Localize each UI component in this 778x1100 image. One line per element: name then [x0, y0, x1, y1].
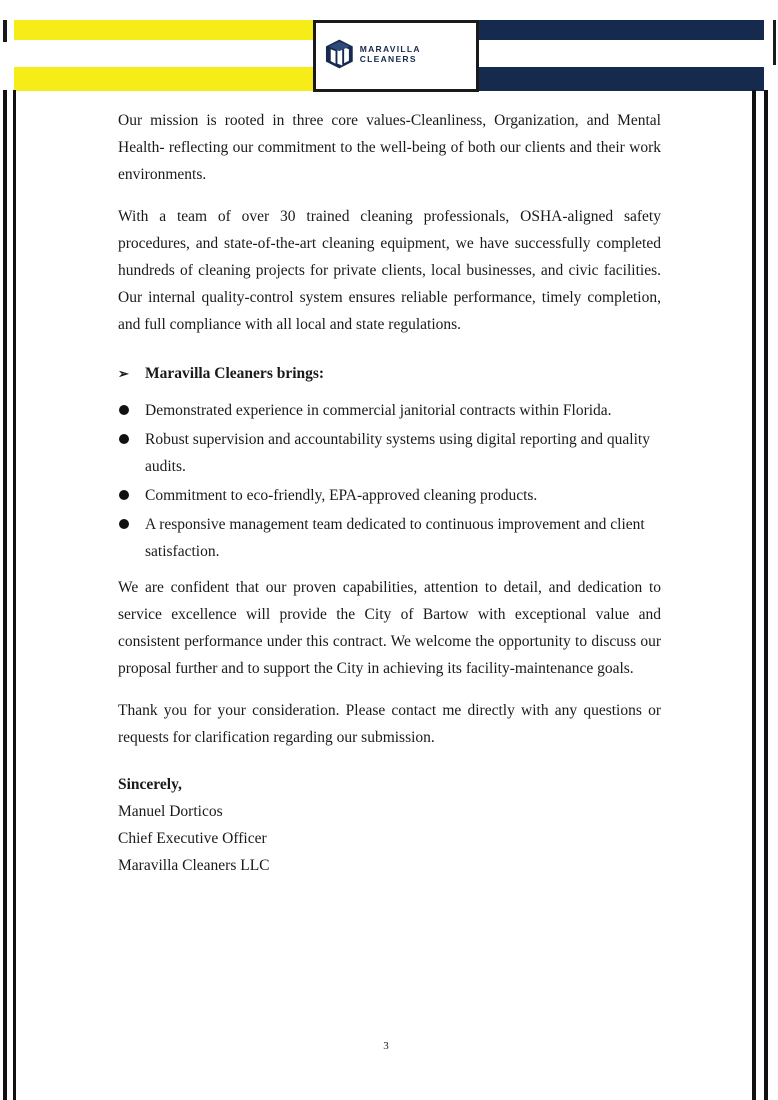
building-cube-icon — [325, 38, 354, 70]
page-border-right-outer — [764, 90, 768, 1100]
letter-body — [118, 107, 661, 879]
signer-name: Manuel Dorticos — [118, 803, 223, 820]
bullet-dot-icon — [119, 490, 129, 500]
logo-text: MARAVILLA CLEANERS — [359, 44, 421, 64]
page-number: 3 — [383, 1040, 389, 1052]
signer-title: Chief Executive Officer — [118, 830, 267, 847]
header-navy-band-bottom — [469, 67, 764, 91]
header-navy-band-top — [469, 20, 764, 40]
brings-heading — [118, 360, 661, 387]
header-yellow-band-top — [14, 20, 316, 40]
signer-company: Maravilla Cleaners LLC — [118, 857, 270, 874]
arrow-bullet-icon: ➢ — [118, 366, 129, 381]
brings-heading-text: Maravilla Cleaners brings: — [145, 365, 325, 382]
page-border-left-outer — [3, 90, 7, 1100]
page-border-left-inner — [13, 90, 16, 1100]
list-item: Commitment to eco-friendly, EPA-approved cleaning products. — [118, 482, 661, 509]
bullet-dot-icon — [119, 434, 129, 444]
closing-salutation: Sincerely, — [118, 776, 182, 793]
bullet-dot-icon — [119, 405, 129, 415]
header-right-edge — [766, 20, 776, 65]
list-item: Robust supervision and accountability systems using digital reporting and quality audits. — [118, 426, 661, 480]
thank-you-paragraph: Thank you for your consideration. Please contact me directly with any questions or requests for clarification regarding our submission. — [118, 702, 661, 746]
company-logo — [313, 20, 479, 92]
mission-paragraph: Our mission is rooted in three core values-Cleanliness, Organization, and Mental Health- reflecting our commitment to the well-being of both our clients and their work environments. — [118, 112, 661, 183]
bullet-dot-icon — [119, 519, 129, 529]
capabilities-list — [118, 397, 661, 565]
page-border-right-inner — [752, 90, 756, 1100]
header-left-edge — [3, 20, 14, 42]
confidence-paragraph: We are confident that our proven capabilities, attention to detail, and dedication to service excellence will provide the City of Bartow with exceptional value and consistent performance under this contract. We welcome the opportunity to discuss our proposal further and to support the City in achieving its facility-maintenance goals. — [118, 579, 661, 677]
team-paragraph: With a team of over 30 trained cleaning professionals, OSHA-aligned safety procedures, and state-of-the-art cleaning equipment, we have successfully completed hundreds of cleaning projects for private clients, local businesses, and civic facilities. Our internal quality-control system ensures reliable performance, timely completion, and full compliance with all local and state regulations. — [118, 208, 661, 333]
header-yellow-band-bottom — [14, 67, 316, 91]
list-item: A responsive management team dedicated to continuous improvement and client satisfaction. — [118, 511, 661, 565]
list-item: Demonstrated experience in commercial janitorial contracts within Florida. — [118, 397, 661, 424]
